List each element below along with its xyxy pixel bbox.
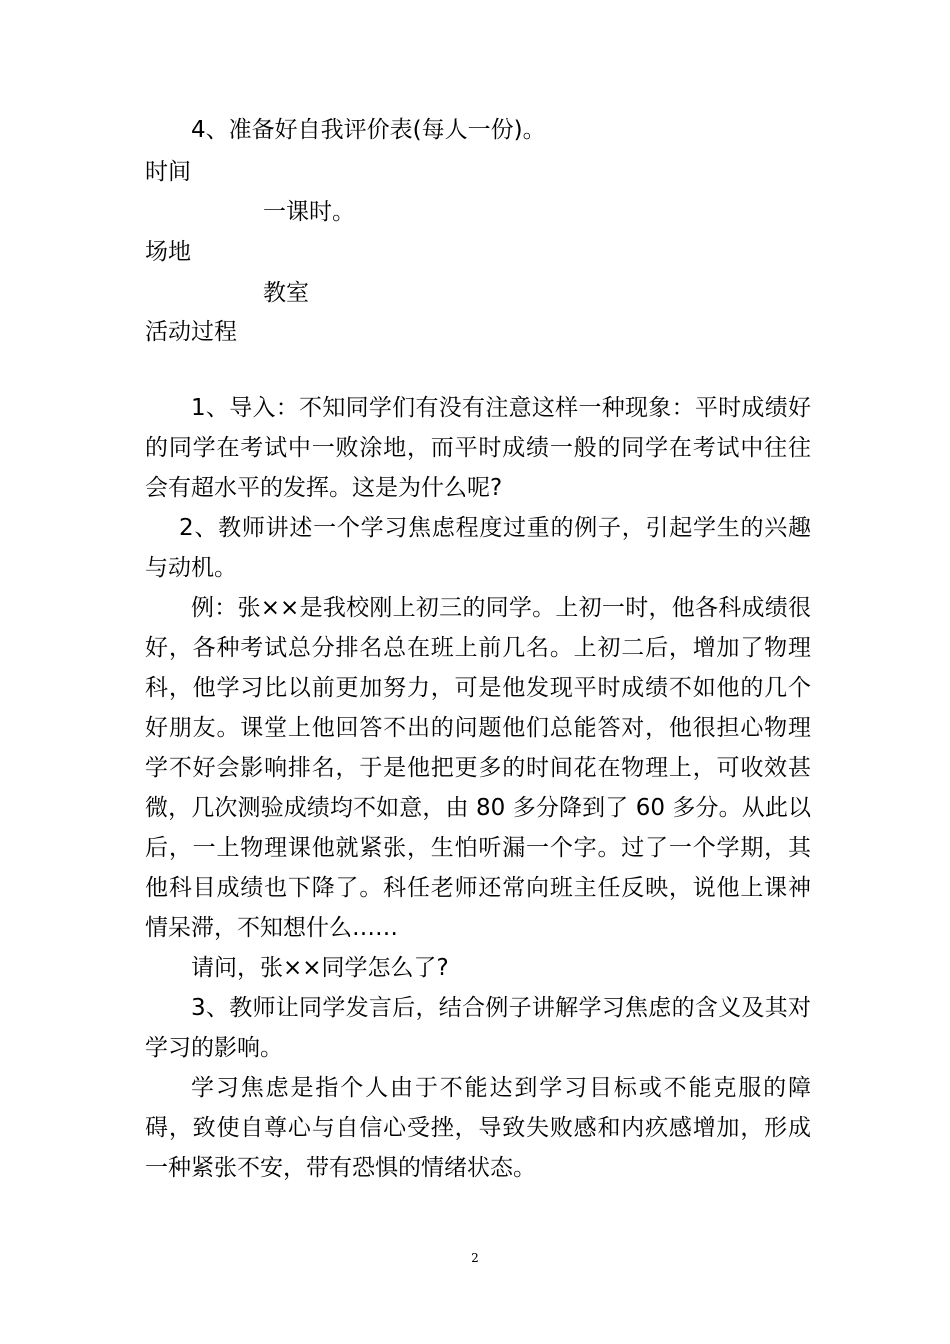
example-paragraph: 例：张××是我校刚上初三的同学。上初一时，他各科成绩很好，各种考试总分排名总在班上前几名。上初二后，增加了物理科，他学习比以前更加努力，可是他发现平时成绩不如他的几个好朋友。课堂上他回答不出的问题他们总能答对，他很担心物理学不好会影响排名，于是他把更多的时间花在物理上，可收效甚微，几次测验成绩均不如意，由 80 多分降到了 60 多分。从此以后，一上物理课他就紧张，生怕听漏一个字。过了一个学期，其他科目成绩也下降了。科任老师还常向班主任反映，说他上课神情呆滞，不知想什么…… (145, 595, 811, 941)
step-1-paragraph: 1、导入：不知同学们有没有注意这样一种现象：平时成绩好的同学在考试中一败涂地，而平时成绩一般的同学在考试中往往会有超水平的发挥。这是为什么呢? (145, 395, 811, 501)
process-label: 活动过程 (145, 319, 237, 345)
venue-value: 教室 (263, 280, 309, 306)
step-2-paragraph: 2、教师讲述一个学习焦虑程度过重的例子，引起学生的兴趣与动机。 (145, 515, 811, 581)
time-label: 时间 (145, 159, 191, 185)
venue-label: 场地 (145, 239, 191, 265)
question-paragraph: 请问，张××同学怎么了? (191, 955, 449, 981)
page-number: 2 (471, 1251, 479, 1265)
time-value: 一课时。 (263, 199, 355, 225)
prep-item-4: 4、准备好自我评价表(每人一份)。 (191, 117, 546, 143)
step-3-paragraph: 3、教师让同学发言后，结合例子讲解学习焦虑的含义及其对学习的影响。 (145, 995, 811, 1061)
definition-paragraph: 学习焦虑是指个人由于不能达到学习目标或不能克服的障碍，致使自尊心与自信心受挫，导致失败感和内疚感增加，形成一种紧张不安，带有恐惧的情绪状态。 (145, 1075, 811, 1181)
